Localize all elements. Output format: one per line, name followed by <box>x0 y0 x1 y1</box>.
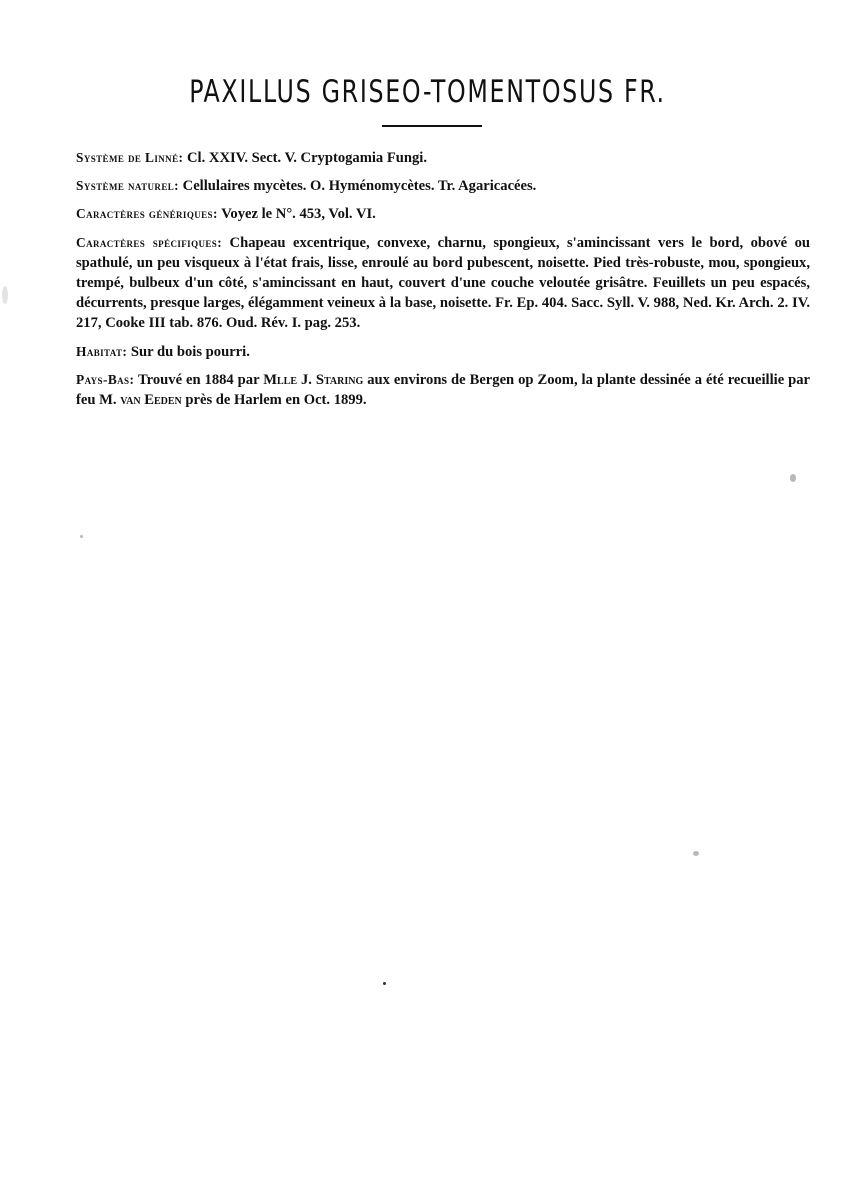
label-habitat: Habitat: <box>76 343 128 359</box>
paper-speck <box>383 982 386 985</box>
text-caracteres-specifiques: Chapeau excentrique, convexe, charnu, spongieux, s'amincissant vers le bord, obové ou spathulé, un peu visqueux à l'état frais, lisse, enroulé au bord pubescent, noisette. Pied très-robuste, mou, spongieux, trempé, bulbeux d'un côté, s'amincissant en haut, couvert d'une couche veloutée grisâtre. Feuillets un peu espacés, décurrents, presque larges, élégamment veineux à la base, noisette. Fr. Ep. 404. Sacc. Syll. V. 988, Ned. Kr. Arch. 2. IV. 217, Cooke III tab. 876. Oud. Rév. I. pag. 253. <box>76 234 810 332</box>
description-block <box>76 148 810 418</box>
text-systeme-naturel: Cellulaires mycètes. O. Hyménomycètes. Tr. Agaricacées. <box>179 178 537 195</box>
title-rule <box>382 125 482 127</box>
label-caracteres-generiques: Caractères génériques: <box>76 206 218 222</box>
text-pays-bas-3: aux environs de Bergen op Zoom, la plante dessinée a été recueillie par feu M. <box>76 371 811 409</box>
paragraph-systeme-naturel <box>76 176 810 196</box>
text-habitat: Sur du bois pourri. <box>127 343 250 360</box>
paper-speck <box>790 474 796 482</box>
text-pays-bas-1: Trouvé en 1884 par <box>134 371 264 388</box>
name-staring: Staring <box>315 371 364 388</box>
name-van-eeden: van Eeden <box>120 392 182 409</box>
text-linne: Cl. XXIV. Sect. V. Cryptogamia Fungi. <box>183 150 428 166</box>
label-caracteres-specifiques: Caractères spécifiques: <box>76 234 223 250</box>
label-linne: Système de Linné: <box>76 150 184 165</box>
paragraph-caracteres-generiques <box>76 204 810 224</box>
text-pays-bas-2: J. <box>297 371 316 388</box>
paragraph-pays-bas <box>76 370 810 410</box>
paragraph-caracteres-specifiques <box>76 233 810 334</box>
label-systeme-naturel: Système naturel: <box>76 178 180 194</box>
paper-speck <box>2 286 8 304</box>
honorific-mlle: Mlle <box>263 371 298 388</box>
paragraph-linne <box>76 148 810 168</box>
paper-speck <box>80 535 83 538</box>
text-caracteres-generiques: Voyez le N°. 453, Vol. VI. <box>217 206 376 223</box>
text-pays-bas-4: près de Harlem en Oct. 1899. <box>181 392 367 409</box>
paper-speck <box>693 851 699 856</box>
page-title: PAXILLUS GRISEO-TOMENTOSUS FR. <box>189 74 666 110</box>
label-pays-bas: Pays-Bas: <box>76 371 135 387</box>
paragraph-habitat <box>76 342 810 362</box>
